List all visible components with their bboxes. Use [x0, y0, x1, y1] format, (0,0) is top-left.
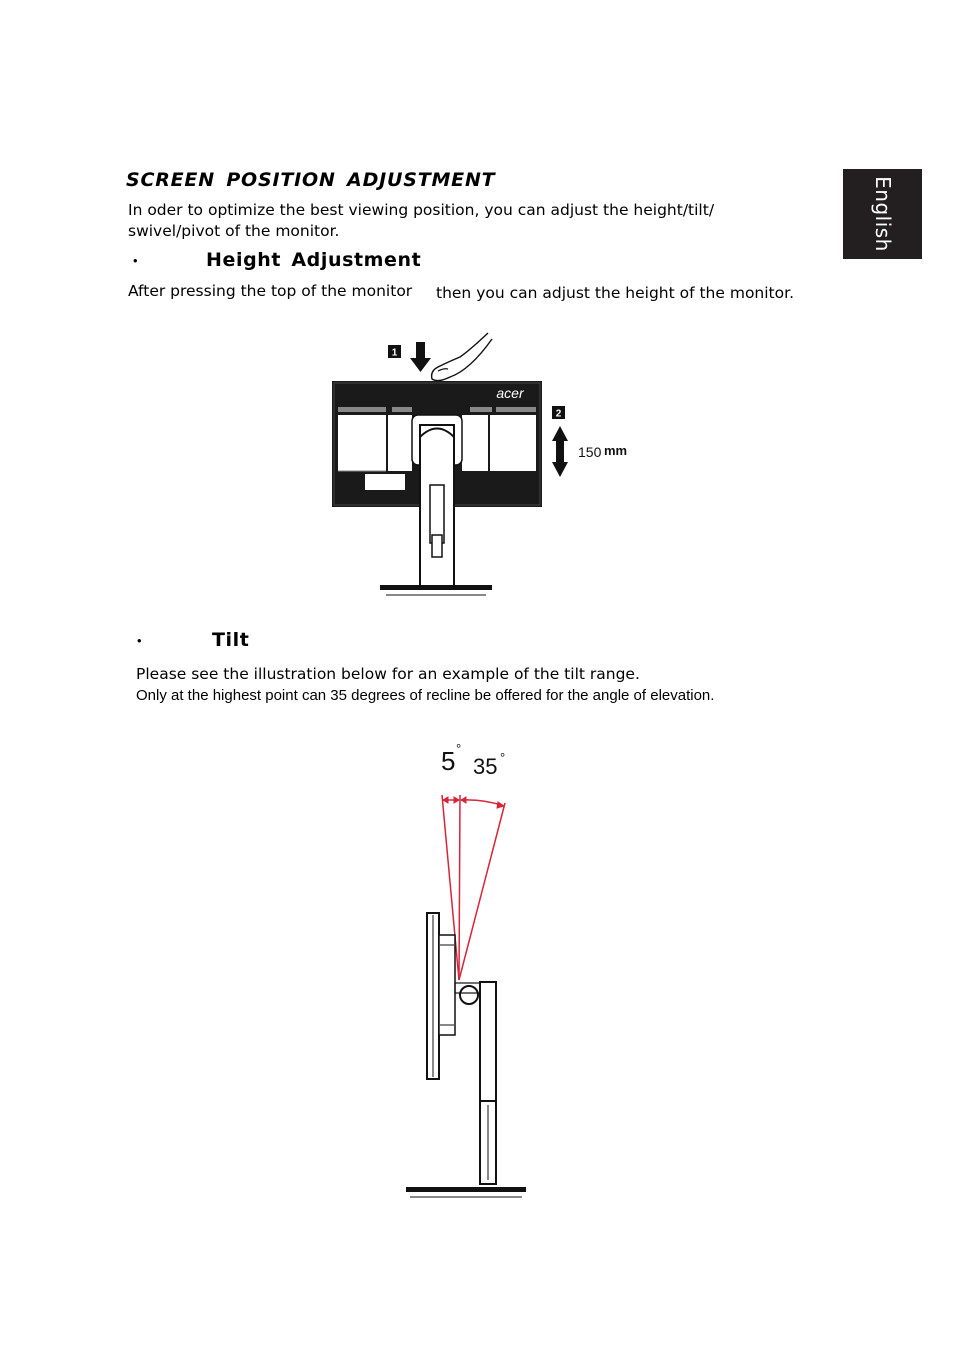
height-text-part1: After pressing the top of the monitor — [128, 282, 413, 300]
section-title: SCREEN POSITION ADJUSTMENT — [126, 169, 496, 191]
press-down-arrow-icon — [410, 342, 431, 372]
language-tab-label: English — [870, 176, 895, 252]
step-2-label: 2 — [555, 408, 562, 420]
hand-icon — [432, 333, 492, 381]
step-1-label: 1 — [391, 347, 398, 359]
back-angle-value: 35 — [473, 754, 498, 779]
intro-line-2: swivel/pivot of the monitor. — [128, 222, 340, 240]
tilt-heading: Tilt — [212, 629, 250, 651]
height-heading: Height Adjustment — [206, 249, 422, 271]
back-angle-degree: ° — [500, 750, 506, 765]
height-adjustment-illustration — [320, 325, 650, 605]
forward-angle-degree: ° — [456, 741, 462, 756]
height-range-unit: mm — [604, 443, 628, 458]
height-bullet: • — [133, 253, 138, 268]
intro-line-1: In oder to optimize the best viewing position, you can adjust the height/tilt/ — [128, 201, 715, 219]
brand-logo: acer — [496, 385, 524, 401]
tilt-note: Only at the highest point can 35 degrees of recline be offered for the angle of elevation. — [136, 687, 715, 704]
tilt-text: Please see the illustration below for an example of the tilt range. — [136, 665, 640, 683]
tilt-illustration — [380, 735, 560, 1210]
language-tab — [843, 169, 922, 259]
height-range-value: 150 — [578, 444, 602, 460]
height-text-part2: then you can adjust the height of the monitor. — [436, 284, 794, 302]
tilt-bullet: • — [137, 633, 142, 648]
forward-angle-value: 5 — [441, 746, 456, 776]
height-range-arrow-icon — [552, 426, 568, 477]
